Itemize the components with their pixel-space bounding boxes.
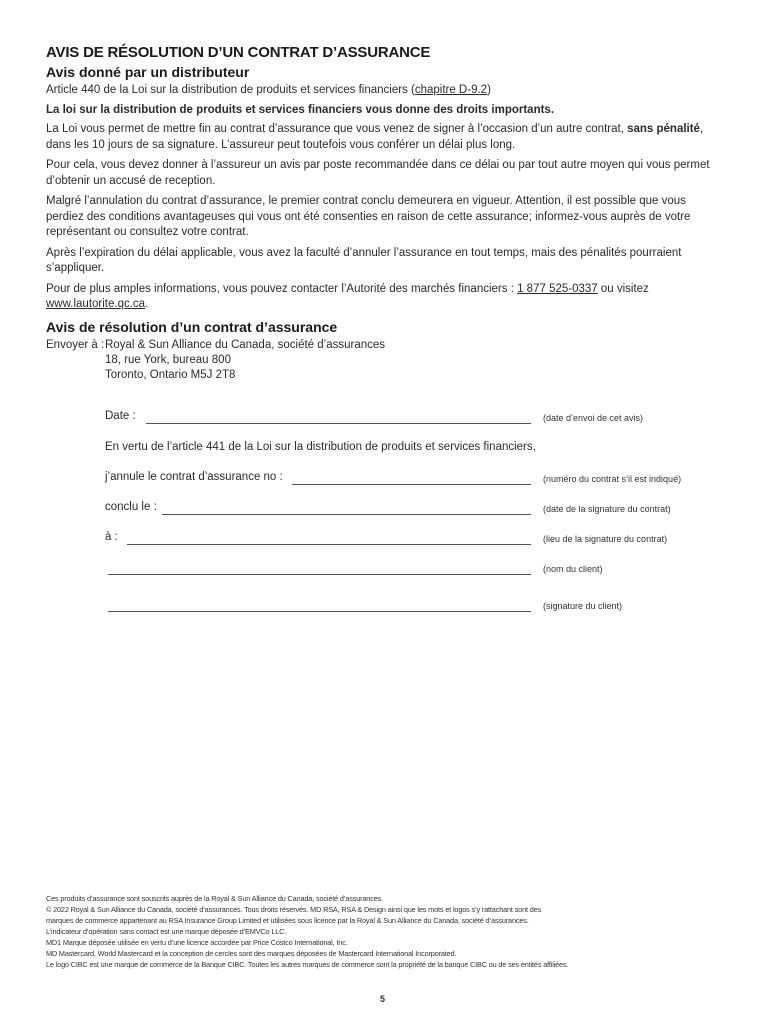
document-subtitle: Avis donné par un distributeur — [46, 64, 250, 80]
p5-mid: ou visitez — [597, 282, 649, 295]
concluded-date-note: (date de la signature du contrat) — [543, 504, 671, 514]
p1-bold: sans pénalité — [627, 123, 700, 135]
address-line: Toronto, Ontario M5J 2T8 — [105, 368, 236, 381]
contract-number-note: (numéro du contrat s’il est indiqué) — [543, 474, 682, 484]
client-signature-note: (signature du client) — [543, 601, 623, 611]
p1-end: , dans les 10 jours de sa signature. L’assureur peut toutefois vous conférer un délai plus long. — [46, 123, 704, 151]
send-to-block — [46, 338, 726, 383]
footer-line: MD Mastercard, World Mastercard et la conception de cercles sont des marques déposées de Mastercard International Incorporated. — [46, 949, 457, 958]
section-2-title: Avis de résolution d’un contrat d’assurance — [46, 318, 338, 335]
bold-intro-text: La loi sur la distribution de produits et services financiers vous donne des droits importants. — [46, 103, 555, 116]
place-note: (lieu de la signature du contrat) — [543, 534, 668, 544]
paragraph-3: Malgré l’annulation du contrat d’assurance, le premier contrat conclu demeurera en vigueur. Attention, il est possible que vous perdiez des conditions avantageuses qui vous ont été consenties en raison de cette assurance; informez-vous auprès de votre représentant ou consultez votre contrat. — [46, 195, 691, 238]
client-name-field[interactable] — [108, 574, 531, 575]
address-lines — [105, 338, 726, 383]
article-prefix: Article 440 de la Loi sur la distribution de produits et services financiers ( — [46, 84, 415, 96]
place-label: à : — [105, 531, 118, 543]
date-note: (date d’envoi de cet avis) — [543, 413, 644, 423]
send-to-label: Envoyer à : — [46, 338, 105, 351]
date-field[interactable] — [146, 423, 531, 424]
paragraph-2: Pour cela, vous devez donner à l’assureur un avis par poste recommandée dans ce délai ou par tout autre moyen qui vous permet d’obtenir un accusé de reception. — [46, 159, 710, 187]
contract-number-field[interactable] — [292, 484, 531, 485]
date-label: Date : — [105, 410, 136, 422]
concluded-date-label: conclu le : — [105, 501, 157, 513]
amf-website-link[interactable]: www.lautorite.qc.ca — [46, 298, 146, 310]
footer-line: MD1 Marque déposée utilisée en vertu d’une licence accordée par Price Costco International, Inc. — [46, 938, 348, 947]
footer-line: marques de commerce appartenant au RSA Insurance Group Limited et utilisées sous licence par la Royal & Sun Alliance du Canada, société d’assurances. — [46, 916, 529, 925]
legal-footer — [46, 893, 606, 970]
p5-end: . — [145, 298, 149, 310]
footer-line: Le logo CIBC est une marque de commerce de la Banque CIBC. Toutes les autres marques de commerce sont la propriété de la banque CIBC ou de ses entités affiliées. — [46, 960, 569, 969]
paragraph-5 — [46, 282, 726, 313]
article-reference — [46, 83, 726, 99]
address-line: 18, rue York, bureau 800 — [105, 353, 231, 366]
concluded-date-field[interactable] — [162, 514, 531, 515]
paragraph-4: Après l’expiration du délai applicable, vous avez la faculté d’annuler l’assurance en tout temps, mais des pénalités pourraient s’appliquer. — [46, 246, 682, 274]
footer-line: Ces produits d’assurance sont souscrits auprès de la Royal & Sun Alliance du Canada, société d’assurances. — [46, 894, 383, 903]
article-link[interactable]: chapitre D-9.2 — [414, 84, 488, 96]
p1-start: La Loi vous permet de mettre fin au contrat d’assurance que vous venez de signer à l’occasion d’un autre contrat, — [46, 123, 628, 135]
client-name-note: (nom du client) — [543, 564, 603, 574]
footer-line: L’indicateur d’opération sans contact est une marque déposée d’EMVCo LLC. — [46, 927, 287, 936]
page-number: 5 — [380, 994, 386, 1004]
amf-phone-link[interactable]: 1 877 525-0337 — [517, 282, 598, 295]
document-title: AVIS DE RÉSOLUTION D’UN CONTRAT D’ASSURANCE — [46, 44, 431, 61]
p5-start: Pour de plus amples informations, vous pouvez contacter l’Autorité des marchés financiers : — [46, 282, 518, 295]
article-441-sentence: En vertu de l’article 441 de la Loi sur la distribution de produits et services financiers, — [105, 441, 536, 453]
contract-number-label: j’annule le contrat d’assurance no : — [105, 471, 283, 483]
address-line: Royal & Sun Alliance du Canada, société d’assurances — [105, 338, 386, 351]
footer-line: © 2022 Royal & Sun Alliance du Canada, société d’assurances. Tous droits réservés. MD RSA, RSA & Design ainsi que les mots et logos s’y rattachant sont des — [46, 905, 542, 914]
paragraph-1 — [46, 122, 726, 153]
client-signature-field[interactable] — [108, 611, 531, 612]
bold-intro — [46, 103, 726, 119]
document-body — [46, 44, 726, 383]
article-suffix: ) — [487, 84, 491, 96]
place-field[interactable] — [127, 544, 531, 545]
